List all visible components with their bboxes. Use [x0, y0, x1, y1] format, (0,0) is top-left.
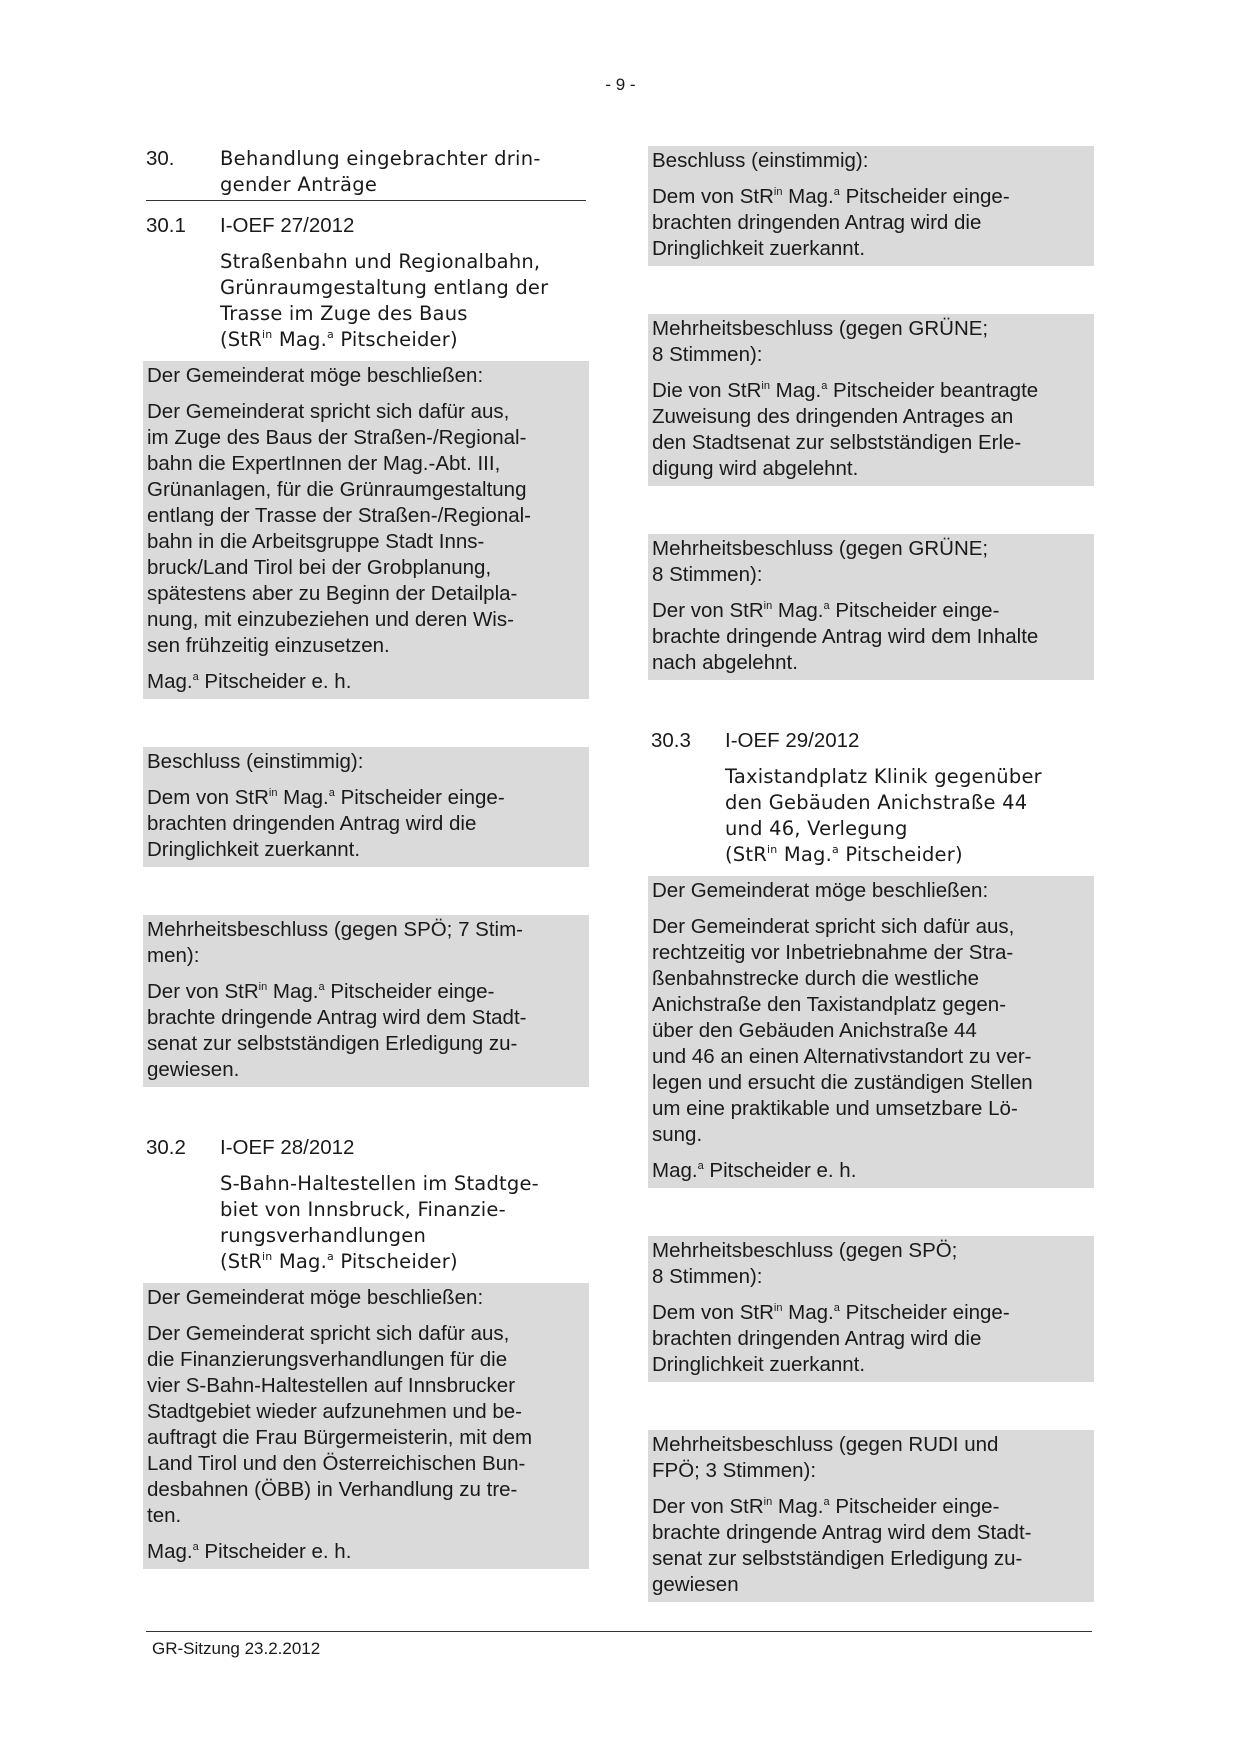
right-column — [651, 146, 1091, 1602]
resolution-text: Dem von StR$^{in}$ Mag.$^a$ Pitscheider einge- — [652, 185, 1010, 208]
resolution-head: Mehrheitsbeschluss (gegen GRÜNE; — [652, 537, 989, 560]
resolution-head: Mehrheitsbeschluss (gegen GRÜNE; — [652, 317, 989, 340]
resolution-head: Beschluss (einstimmig): — [652, 149, 869, 172]
section-title: Behandlung eingebrachter drin- gender Anträge — [220, 147, 541, 196]
resolution-head: Beschluss (einstimmig): — [147, 750, 364, 773]
resolution-box: Mehrheitsbeschluss (gegen GRÜNE; 8 Stimmen): Die von StR$^{in}$ Mag.$^a$ Pitscheider beantragte Zuweisung des dringenden Antrages an den Stadtsenat zur selbstständigen Erle- digung wird abgelehnt. — [648, 314, 1094, 486]
motion-box: Der Gemeinderat möge beschließen: Der Gemeinderat spricht sich dafür aus, die Finanzierungsverhandlungen für die vier S-Bahn-Haltestellen auf Innsbrucker Stadtgebiet wieder aufzunehmen und be- auftragt die Frau Bürgermeisterin, mit dem Land Tirol und den Österreichischen Bun- desbahnen (ÖBB) in Verhandlung zu tre- ten. Mag.$^a$ Pitscheider e. h. — [143, 1283, 589, 1569]
motion-box: Der Gemeinderat möge beschließen: Der Gemeinderat spricht sich dafür aus, im Zuge des Baus der Straßen-/Regional- bahn die ExpertInnen der Mag.-Abt. III, Grünanlagen, für die Grünraumgestaltung entlang der Trasse der Straßen-/Regional- bahn in die Arbeitsgruppe Stadt Inns- bruck/Land Tirol bei der Grobplanung, spätestens aber zu Beginn der Detailpla- nung, mit einzubeziehen und deren Wis- sen frühzeitig einzusetzen. Mag.$^a$ Pitscheider e. h. — [143, 361, 589, 699]
resolution-text: Der von StR$^{in}$ Mag.$^a$ Pitscheider einge- — [652, 1495, 1000, 1518]
resolution-box: Beschluss (einstimmig): Dem von StR$^{in}$ Mag.$^a$ Pitscheider einge- brachten dringenden Antrag wird die Dringlichkeit zuerkannt. — [648, 146, 1094, 266]
resolution-head: Mehrheitsbeschluss (gegen SPÖ; — [652, 1239, 958, 1262]
resolution-text: Der von StR$^{in}$ Mag.$^a$ Pitscheider einge- — [147, 980, 495, 1003]
left-column — [146, 146, 586, 1569]
proposer: (StR$^{in}$ Mag.$^a$ Pitscheider) — [220, 1250, 458, 1273]
section-divider — [146, 200, 586, 201]
proposer: (StR$^{in}$ Mag.$^a$ Pitscheider) — [725, 843, 963, 866]
section-heading — [146, 146, 586, 198]
resolution-box: Mehrheitsbeschluss (gegen RUDI und FPÖ; 3 Stimmen): Der von StR$^{in}$ Mag.$^a$ Pitscheider einge- brachte dringende Antrag wird dem Stadt- senat zur selbstständigen Erledigung zu- gewiesen — [648, 1430, 1094, 1602]
page-number: - 9 - — [605, 75, 636, 94]
signature: Mag.$^a$ Pitscheider e. h. — [147, 1540, 352, 1563]
item-30-1 — [146, 213, 586, 1087]
item-id: I-OEF 29/2012 — [725, 729, 860, 752]
resolution-text: Der von StR$^{in}$ Mag.$^a$ Pitscheider einge- — [652, 599, 1000, 622]
item-number: 30.3 — [651, 729, 691, 752]
resolution-box: Mehrheitsbeschluss (gegen SPÖ; 7 Stim- men): Der von StR$^{in}$ Mag.$^a$ Pitscheider einge- brachte dringende Antrag wird dem Stadt- senat zur selbstständigen Erledigung zu- gewiesen. — [143, 915, 589, 1087]
item-heading — [146, 1135, 586, 1161]
item-subtitle: Straßenbahn und Regionalbahn, Grünraumgestaltung entlang der Trasse im Zuge des Baus (StR$^{in}$ Mag.$^a$ Pitscheider) — [220, 249, 586, 353]
item-30-3 — [651, 728, 1091, 1602]
item-heading — [146, 213, 586, 239]
item-heading — [651, 728, 1091, 754]
resolution-text: Dem von StR$^{in}$ Mag.$^a$ Pitscheider einge- — [652, 1301, 1010, 1324]
item-subtitle: Taxistandplatz Klinik gegenüber den Gebäuden Anichstraße 44 und 46, Verlegung (StR$^{in}$ Mag.$^a$ Pitscheider) — [725, 764, 1091, 868]
resolution-head: Mehrheitsbeschluss (gegen SPÖ; 7 Stim- — [147, 918, 523, 941]
resolution-text: Dem von StR$^{in}$ Mag.$^a$ Pitscheider einge- — [147, 786, 505, 809]
resolution-head: Mehrheitsbeschluss (gegen RUDI und — [652, 1433, 999, 1456]
proposer: (StR$^{in}$ Mag.$^a$ Pitscheider) — [220, 328, 458, 351]
section-number: 30. — [146, 147, 175, 170]
motion-head: Der Gemeinderat möge beschließen: — [147, 364, 484, 387]
resolution-box: Mehrheitsbeschluss (gegen GRÜNE; 8 Stimmen): Der von StR$^{in}$ Mag.$^a$ Pitscheider einge- brachte dringende Antrag wird dem Inhalte nach abgelehnt. — [648, 534, 1094, 680]
motion-head: Der Gemeinderat möge beschließen: — [652, 879, 989, 902]
motion-head: Der Gemeinderat möge beschließen: — [147, 1286, 484, 1309]
signature: Mag.$^a$ Pitscheider e. h. — [652, 1159, 857, 1182]
resolution-box: Beschluss (einstimmig): Dem von StR$^{in}$ Mag.$^a$ Pitscheider einge- brachten dringenden Antrag wird die Dringlichkeit zuerkannt. — [143, 747, 589, 867]
footer: GR-Sitzung 23.2.2012 — [152, 1639, 321, 1658]
motion-box: Der Gemeinderat möge beschließen: Der Gemeinderat spricht sich dafür aus, rechtzeitig vor Inbetriebnahme der Stra- ßenbahnstrecke durch die westliche Anichstraße den Taxistandplatz gegen- über den Gebäuden Anichstraße 44 und 46 an einen Alternativstandort zu ver- legen und ersucht die zuständigen Stellen um eine praktikable und umsetzbare Lö- sung. Mag.$^a$ Pitscheider e. h. — [648, 876, 1094, 1188]
item-number: 30.2 — [146, 1136, 186, 1159]
resolution-text: Die von StR$^{in}$ Mag.$^a$ Pitscheider beantragte — [652, 379, 1039, 402]
item-id: I-OEF 28/2012 — [220, 1136, 355, 1159]
signature: Mag.$^a$ Pitscheider e. h. — [147, 670, 352, 693]
resolution-box: Mehrheitsbeschluss (gegen SPÖ; 8 Stimmen): Dem von StR$^{in}$ Mag.$^a$ Pitscheider einge- brachten dringenden Antrag wird die Dringlichkeit zuerkannt. — [648, 1236, 1094, 1382]
item-subtitle: S-Bahn-Haltestellen im Stadtge- biet von Innsbruck, Finanzie- rungsverhandlungen (StR$^{in}$ Mag.$^a$ Pitscheider) — [220, 1171, 586, 1275]
item-number: 30.1 — [146, 214, 186, 237]
footer-divider — [146, 1631, 1092, 1632]
item-30-2 — [146, 1135, 586, 1569]
item-id: I-OEF 27/2012 — [220, 214, 355, 237]
